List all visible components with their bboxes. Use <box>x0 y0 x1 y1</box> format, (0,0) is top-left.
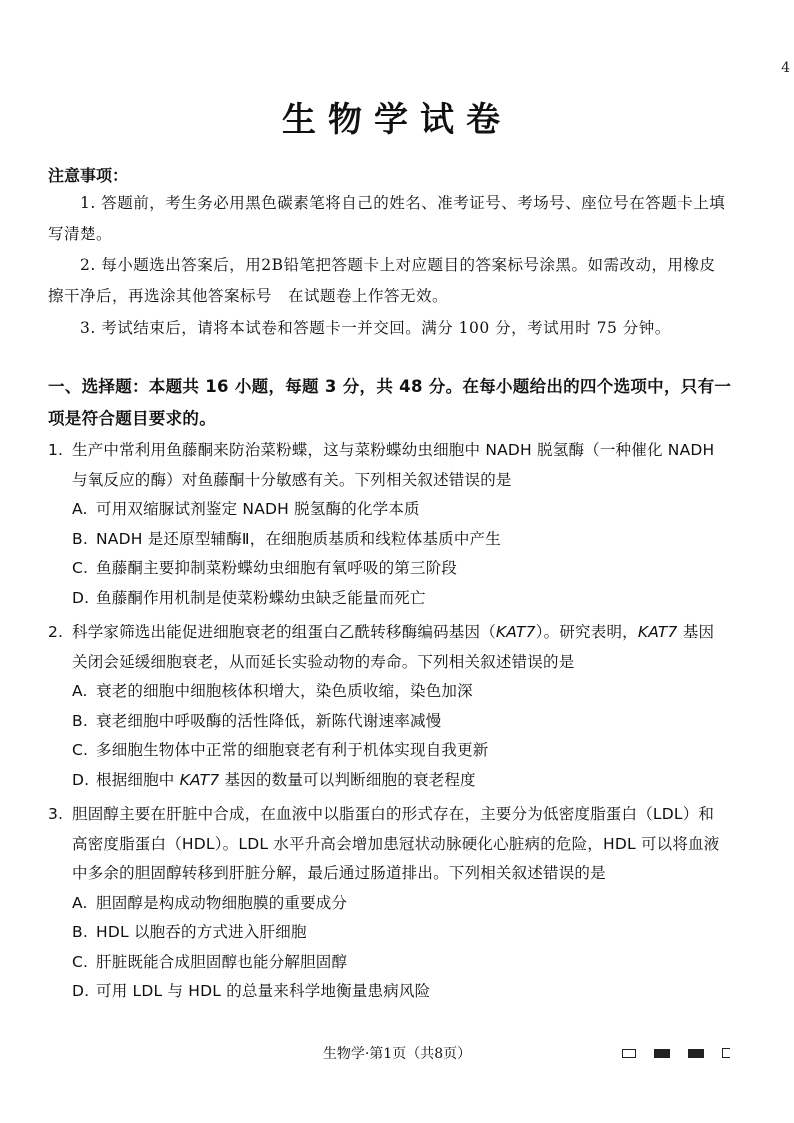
option-letter: B. <box>72 923 88 941</box>
question-1 <box>48 436 720 613</box>
option-letter: D. <box>72 588 90 607</box>
option-d <box>48 977 720 1007</box>
option-letter: A. <box>72 500 88 518</box>
option-text: 鱼藤酮作用机制是使菜粉蝶幼虫缺乏能量而死亡 <box>96 588 426 607</box>
question-text: 基因关闭会延缓细胞衰老，从而延长实验动物的寿命。下列相关叙述错误的是 <box>72 623 715 671</box>
page-title: 生物学试卷 <box>282 100 512 140</box>
question-stem <box>48 618 720 677</box>
question-number: 3. <box>48 805 64 823</box>
option-text: 根据细胞中 <box>96 770 180 789</box>
option-letter: A. <box>72 682 88 700</box>
option-letter: C. <box>72 952 89 971</box>
notes-heading: 注意事项： <box>48 166 129 185</box>
option-a <box>48 495 720 525</box>
option-d <box>48 584 720 614</box>
question-2 <box>48 618 720 795</box>
bracket-mark-icon <box>722 1048 730 1058</box>
option-text: 鱼藤酮主要抑制菜粉蝶幼虫细胞有氧呼吸的第三阶段 <box>96 559 458 577</box>
option-a <box>48 889 720 919</box>
gene-name: KAT7 <box>179 770 220 789</box>
question-number: 2. <box>48 623 64 641</box>
hollow-mark-icon <box>622 1049 636 1058</box>
option-letter: B. <box>72 529 88 548</box>
option-text: 肝脏既能合成胆固醇也能分解胆固醇 <box>96 952 348 971</box>
question-text: ）。研究表明， <box>535 623 638 641</box>
option-letter: D. <box>72 982 90 1000</box>
solid-mark-icon <box>688 1049 704 1058</box>
alignment-marks <box>622 1048 730 1058</box>
question-stem <box>48 436 720 495</box>
note-1: 1. 答题前，考生务必用黑色碳素笔将自己的姓名、准考证号、考场号、座位号在答题卡上填写清楚。 <box>48 194 726 243</box>
option-b <box>48 707 720 737</box>
option-text: 可用 LDL 与 HDL 的总量来科学地衡量患病风险 <box>96 982 431 1000</box>
option-text: 可用双缩脲试剂鉴定 NADH 脱氢酶的化学本质 <box>96 500 420 518</box>
question-stem <box>48 800 720 889</box>
option-text: 衰老细胞中呼吸酶的活性降低，新陈代谢速率减慢 <box>96 711 442 730</box>
corner-mark: 4 <box>781 60 790 76</box>
option-text: 基因的数量可以判断细胞的衰老程度 <box>219 770 476 789</box>
option-letter: C. <box>72 741 89 759</box>
option-d <box>48 766 720 796</box>
solid-mark-icon <box>654 1049 670 1058</box>
question-text: 生产中常利用鱼藤酮来防治菜粉蝶，这与菜粉蝶幼虫细胞中 NADH 脱氢酶（一种催化 NADH 与氧反应的酶）对鱼藤酮十分敏感有关。下列相关叙述错误的是 <box>72 441 715 489</box>
option-c <box>48 948 720 978</box>
gene-name: KAT7 <box>495 623 536 641</box>
option-b <box>48 918 720 948</box>
note-3: 3. 考试结束后，请将本试卷和答题卡一并交回。满分 100 分，考试用时 75 分钟。 <box>80 319 671 337</box>
option-letter: D. <box>72 770 90 789</box>
section-heading: 一、选择题：本题共 16 小题，每题 3 分，共 48 分。在每小题给出的四个选项中，只有一项是符合题目要求的。 <box>48 377 732 428</box>
option-b <box>48 525 720 555</box>
question-text: 科学家筛选出能促进细胞衰老的组蛋白乙酰转移酶编码基因（ <box>72 623 496 641</box>
page-footer: 生物学·第1页（共8页） <box>322 1046 472 1062</box>
gene-name: KAT7 <box>637 623 678 641</box>
option-text: NADH 是还原型辅酶Ⅱ，在细胞质基质和线粒体基质中产生 <box>96 529 501 548</box>
option-letter: C. <box>72 559 89 577</box>
question-number: 1. <box>48 441 64 459</box>
option-letter: B. <box>72 711 88 730</box>
option-letter: A. <box>72 893 88 912</box>
option-c <box>48 736 720 766</box>
option-c <box>48 554 720 584</box>
option-text: HDL 以胞吞的方式进入肝细胞 <box>96 923 307 941</box>
option-text: 衰老的细胞中细胞核体积增大，染色质收缩，染色加深 <box>96 682 473 700</box>
question-3 <box>48 800 720 1007</box>
option-text: 多细胞生物体中正常的细胞衰老有利于机体实现自我更新 <box>96 741 489 759</box>
question-text: 胆固醇主要在肝脏中合成，在血液中以脂蛋白的形式存在，主要分为低密度脂蛋白（LDL）和高密度脂蛋白（HDL）。LDL 水平升高会增加患冠状动脉硬化心脏病的危险，HDL 可以将血液中多余的胆固醇转移到肝脏分解，最后通过肠道排出。下列相关叙述错误的是 <box>72 805 720 882</box>
option-text: 胆固醇是构成动物细胞膜的重要成分 <box>96 893 348 912</box>
note-2: 2. 每小题选出答案后，用2B铅笔把答题卡上对应题目的答案标号涂黑。如需改动，用橡皮擦干净后，再选涂其他答案标号 在试题卷上作答无效。 <box>48 256 716 305</box>
option-a <box>48 677 720 707</box>
